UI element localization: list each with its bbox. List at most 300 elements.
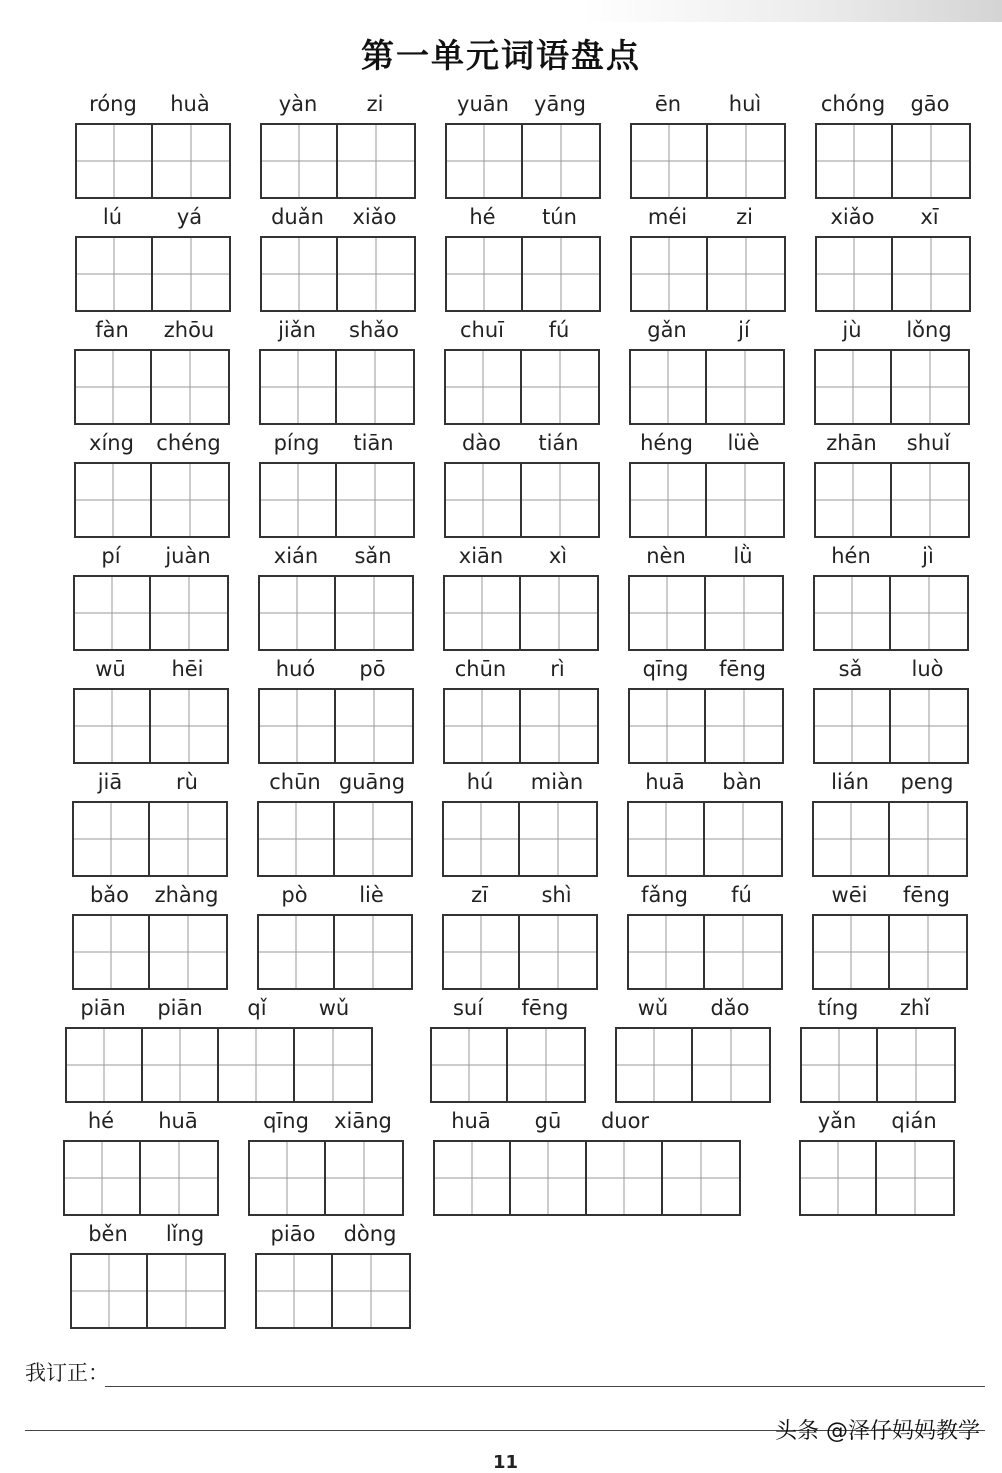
tian-zi-ge-cell[interactable]: [890, 916, 966, 988]
writing-boxes: [75, 236, 231, 312]
tian-zi-ge-cell[interactable]: [333, 1255, 409, 1327]
writing-boxes: [629, 349, 785, 425]
writing-boxes: [63, 1140, 219, 1216]
pinyin-syllable: běn: [88, 1222, 128, 1246]
pinyin-syllable: xiāng: [334, 1109, 392, 1133]
tian-zi-ge-cell[interactable]: [141, 1142, 217, 1214]
tian-zi-ge-cell[interactable]: [629, 916, 705, 988]
pinyin-syllable: peng: [900, 770, 954, 794]
writing-boxes: [815, 123, 971, 199]
word-entry: [444, 318, 600, 428]
writing-boxes: [443, 575, 599, 651]
tian-zi-ge-cell[interactable]: [814, 916, 890, 988]
word-entry: [630, 205, 786, 315]
page-title: 第一单元词语盘点: [361, 36, 641, 75]
pinyin-syllable: huì: [728, 92, 762, 116]
word-entry: [445, 92, 601, 202]
tian-zi-ge-cell[interactable]: [76, 351, 152, 423]
word-entry: [74, 318, 230, 428]
tian-zi-ge-cell[interactable]: [335, 803, 411, 875]
tian-zi-ge-cell[interactable]: [705, 803, 781, 875]
tian-zi-ge-cell[interactable]: [878, 1029, 954, 1101]
pinyin-syllable: lián: [831, 770, 869, 794]
pinyin-syllable: yǎn: [817, 1109, 857, 1133]
word-entry: [255, 1222, 411, 1332]
tian-zi-ge-cell[interactable]: [630, 690, 706, 762]
pinyin-syllable: huà: [170, 92, 210, 116]
word-entry: [444, 431, 600, 541]
tian-zi-ge-cell[interactable]: [523, 125, 599, 197]
tian-zi-ge-cell[interactable]: [815, 690, 891, 762]
word-entry: [812, 883, 968, 993]
tian-zi-ge-cell[interactable]: [892, 464, 968, 536]
tian-zi-ge-cell[interactable]: [892, 351, 968, 423]
tian-zi-ge-cell[interactable]: [706, 690, 782, 762]
tian-zi-ge-cell[interactable]: [446, 351, 522, 423]
tian-zi-ge-cell[interactable]: [65, 1142, 141, 1214]
pinyin-syllable: fǎng: [641, 883, 688, 907]
word-entry: [442, 883, 598, 993]
pinyin-syllable: lüè: [727, 431, 760, 455]
writing-boxes: [627, 914, 783, 990]
pinyin-syllable: pí: [101, 544, 121, 568]
writing-boxes: [615, 1027, 771, 1103]
tian-zi-ge-cell[interactable]: [432, 1029, 508, 1101]
word-row: [0, 544, 1002, 657]
pinyin-syllable: bàn: [722, 770, 762, 794]
writing-boxes: [74, 349, 230, 425]
pinyin-syllable: wǔ: [637, 996, 669, 1020]
pinyin-syllable: yuān: [457, 92, 509, 116]
tian-zi-ge-cell[interactable]: [631, 351, 707, 423]
tian-zi-ge-cell[interactable]: [74, 803, 150, 875]
tian-zi-ge-cell[interactable]: [435, 1142, 511, 1214]
tian-zi-ge-cell[interactable]: [336, 577, 412, 649]
writing-boxes: [260, 123, 416, 199]
pinyin-syllable: lǜ: [733, 544, 753, 568]
pinyin-syllable: tiān: [353, 431, 394, 455]
tian-zi-ge-cell[interactable]: [67, 1029, 143, 1101]
pinyin-syllable: zhǐ: [899, 996, 931, 1020]
pinyin-syllable: xián: [273, 544, 319, 568]
pinyin-syllable: dǎo: [710, 996, 750, 1020]
pinyin-syllable: dào: [461, 431, 502, 455]
word-entry: [70, 1222, 226, 1332]
writing-boxes: [627, 801, 783, 877]
word-entry: [75, 92, 231, 202]
tian-zi-ge-cell[interactable]: [631, 464, 707, 536]
pinyin-syllable: shǎo: [349, 318, 399, 342]
pinyin-syllable: xiǎo: [352, 205, 397, 229]
pinyin-syllable: chóng: [820, 92, 886, 116]
word-entry: [72, 883, 228, 993]
writing-boxes: [630, 123, 786, 199]
word-entry: [813, 657, 969, 767]
word-entry: [430, 996, 586, 1106]
word-row: [0, 1222, 1002, 1335]
tian-zi-ge-cell[interactable]: [335, 916, 411, 988]
tian-zi-ge-cell[interactable]: [511, 1142, 587, 1214]
writing-boxes: [257, 914, 413, 990]
writing-boxes: [433, 1140, 741, 1216]
word-entry: [260, 205, 416, 315]
tian-zi-ge-cell[interactable]: [447, 125, 523, 197]
writing-boxes: [444, 462, 600, 538]
pinyin-syllable: tíng: [817, 996, 859, 1020]
pinyin-syllable: lǒng: [906, 318, 952, 342]
tian-zi-ge-cell[interactable]: [250, 1142, 326, 1214]
tian-zi-ge-cell[interactable]: [153, 125, 229, 197]
tian-zi-ge-cell[interactable]: [445, 690, 521, 762]
word-entry: [72, 770, 228, 880]
pinyin-syllable: bǎo: [89, 883, 130, 907]
word-entry: [630, 92, 786, 202]
tian-zi-ge-cell[interactable]: [629, 803, 705, 875]
writing-boxes: [72, 914, 228, 990]
pinyin-syllable: shì: [541, 883, 572, 907]
pinyin-syllable: xī: [920, 205, 939, 229]
tian-zi-ge-cell[interactable]: [693, 1029, 769, 1101]
tian-zi-ge-cell[interactable]: [257, 1255, 333, 1327]
pinyin-syllable: tún: [542, 205, 577, 229]
pinyin-syllable: zhōu: [163, 318, 215, 342]
tian-zi-ge-cell[interactable]: [326, 1142, 402, 1214]
pinyin-syllable: zhān: [826, 431, 877, 455]
tian-zi-ge-cell[interactable]: [77, 238, 153, 310]
pinyin-syllable: gāo: [910, 92, 950, 116]
word-entry: [443, 544, 599, 654]
writing-boxes: [800, 1027, 956, 1103]
word-entry: [258, 544, 414, 654]
writing-boxes: [75, 123, 231, 199]
writing-boxes: [445, 236, 601, 312]
tian-zi-ge-cell[interactable]: [152, 464, 228, 536]
word-entry: [442, 770, 598, 880]
word-entry: [75, 205, 231, 315]
word-row: [0, 996, 1002, 1109]
tian-zi-ge-cell[interactable]: [587, 1142, 663, 1214]
pinyin-syllable: róng: [89, 92, 137, 116]
writing-boxes: [442, 914, 598, 990]
word-entry: [812, 770, 968, 880]
writing-boxes: [430, 1027, 586, 1103]
pinyin-syllable: liè: [359, 883, 384, 907]
tian-zi-ge-cell[interactable]: [261, 351, 337, 423]
pinyin-syllable: zhàng: [154, 883, 219, 907]
writing-boxes: [248, 1140, 404, 1216]
writing-boxes: [629, 462, 785, 538]
pinyin-syllable: hēi: [171, 657, 204, 681]
tian-zi-ge-cell[interactable]: [663, 1142, 739, 1214]
pinyin-syllable: qīng: [263, 1109, 309, 1133]
writing-boxes: [74, 462, 230, 538]
pinyin-syllable: héng: [640, 431, 693, 455]
pinyin-syllable: juàn: [165, 544, 211, 568]
tian-zi-ge-cell[interactable]: [262, 238, 338, 310]
tian-zi-ge-cell[interactable]: [891, 690, 967, 762]
word-row: [0, 431, 1002, 544]
tian-zi-ge-cell[interactable]: [814, 803, 890, 875]
word-row: [0, 92, 1002, 205]
page-number: 11: [493, 1452, 519, 1473]
writing-boxes: [628, 575, 784, 651]
pinyin-syllable: fēng: [719, 657, 766, 681]
tian-zi-ge-cell[interactable]: [447, 238, 523, 310]
pinyin-syllable: piāo: [270, 1222, 316, 1246]
pinyin-syllable: fēng: [903, 883, 950, 907]
tian-zi-ge-cell[interactable]: [338, 238, 414, 310]
writing-boxes: [812, 801, 968, 877]
tian-zi-ge-cell[interactable]: [523, 238, 599, 310]
tian-zi-ge-cell[interactable]: [151, 577, 227, 649]
writing-boxes: [260, 236, 416, 312]
pinyin-syllable: wū: [95, 657, 126, 681]
tian-zi-ge-cell[interactable]: [150, 803, 226, 875]
pinyin-syllable: wēi: [831, 883, 868, 907]
word-entry: [628, 544, 784, 654]
tian-zi-ge-cell[interactable]: [877, 1142, 953, 1214]
tian-zi-ge-cell[interactable]: [522, 464, 598, 536]
word-entry: [259, 431, 415, 541]
word-row: [0, 205, 1002, 318]
pinyin-syllable: pò: [281, 883, 308, 907]
tian-zi-ge-cell[interactable]: [445, 577, 521, 649]
pinyin-syllable: miàn: [530, 770, 584, 794]
word-entry: [815, 92, 971, 202]
pinyin-syllable: yàn: [278, 92, 318, 116]
word-entry: [73, 657, 229, 767]
writing-boxes: [815, 236, 971, 312]
tian-zi-ge-cell[interactable]: [817, 238, 893, 310]
pinyin-syllable: méi: [647, 205, 688, 229]
writing-boxes: [799, 1140, 955, 1216]
tian-zi-ge-cell[interactable]: [890, 803, 966, 875]
tian-zi-ge-cell[interactable]: [522, 351, 598, 423]
tian-zi-ge-cell[interactable]: [72, 1255, 148, 1327]
pinyin-syllable: duǎn: [271, 205, 324, 229]
tian-zi-ge-cell[interactable]: [816, 351, 892, 423]
pinyin-syllable: qián: [891, 1109, 937, 1133]
word-entry: [248, 1109, 404, 1219]
pinyin-syllable: fú: [548, 318, 570, 342]
pinyin-syllable: xíng: [89, 431, 134, 455]
tian-zi-ge-cell[interactable]: [259, 916, 335, 988]
tian-zi-ge-cell[interactable]: [705, 916, 781, 988]
pinyin-syllable: zī: [471, 883, 488, 907]
tian-zi-ge-cell[interactable]: [708, 125, 784, 197]
writing-boxes: [257, 801, 413, 877]
word-entry: [259, 318, 415, 428]
tian-zi-ge-cell[interactable]: [801, 1142, 877, 1214]
writing-boxes: [255, 1253, 411, 1329]
tian-zi-ge-cell[interactable]: [259, 803, 335, 875]
tian-zi-ge-cell[interactable]: [260, 577, 336, 649]
tian-zi-ge-cell[interactable]: [632, 125, 708, 197]
word-row: [0, 1109, 1002, 1222]
tian-zi-ge-cell[interactable]: [444, 916, 520, 988]
writing-boxes: [259, 349, 415, 425]
pinyin-syllable: zi: [736, 205, 753, 229]
pinyin-syllable: yāng: [534, 92, 586, 116]
pinyin-syllable: chuī: [460, 318, 504, 342]
pinyin-syllable: fēng: [521, 996, 569, 1020]
pinyin-syllable: qǐ: [247, 996, 267, 1020]
tian-zi-ge-cell[interactable]: [337, 464, 413, 536]
tian-zi-ge-cell[interactable]: [77, 125, 153, 197]
word-entry: [260, 92, 416, 202]
word-entry: [443, 657, 599, 767]
tian-zi-ge-cell[interactable]: [74, 916, 150, 988]
tian-zi-ge-cell[interactable]: [520, 803, 596, 875]
pinyin-syllable: huó: [275, 657, 316, 681]
tian-zi-ge-cell[interactable]: [520, 916, 596, 988]
tian-zi-ge-cell[interactable]: [893, 238, 969, 310]
tian-zi-ge-cell[interactable]: [150, 916, 226, 988]
pinyin-syllable: zi: [366, 92, 384, 116]
writing-boxes: [813, 688, 969, 764]
writing-boxes: [814, 462, 970, 538]
pinyin-syllable: nèn: [646, 544, 686, 568]
writing-boxes: [444, 349, 600, 425]
word-entry: [627, 770, 783, 880]
word-entry: [629, 431, 785, 541]
tian-zi-ge-cell[interactable]: [152, 351, 228, 423]
word-entry: [73, 544, 229, 654]
writing-boxes: [442, 801, 598, 877]
tian-zi-ge-cell[interactable]: [521, 690, 597, 762]
tian-zi-ge-cell[interactable]: [706, 577, 782, 649]
word-entry: [815, 205, 971, 315]
word-entry: [63, 1109, 219, 1219]
pinyin-syllable: sǎn: [354, 544, 392, 568]
word-entry: [627, 883, 783, 993]
tian-zi-ge-cell[interactable]: [143, 1029, 219, 1101]
word-entry: [813, 544, 969, 654]
pinyin-syllable: dòng: [343, 1222, 397, 1246]
word-row: [0, 318, 1002, 431]
tian-zi-ge-cell[interactable]: [521, 577, 597, 649]
tian-zi-ge-cell[interactable]: [893, 125, 969, 197]
word-row: [0, 657, 1002, 770]
pinyin-syllable: wǔ: [318, 996, 350, 1020]
word-entry: [257, 770, 413, 880]
pinyin-syllable: tián: [538, 431, 579, 455]
pinyin-syllable: lǐng: [165, 1222, 205, 1246]
tian-zi-ge-cell[interactable]: [630, 577, 706, 649]
pinyin-syllable: luò: [911, 657, 944, 681]
writing-boxes: [630, 236, 786, 312]
pinyin-syllable: duor: [600, 1109, 650, 1133]
pinyin-syllable: jí: [738, 318, 750, 342]
correction-line-1[interactable]: [105, 1386, 985, 1387]
pinyin-syllable: jiā: [97, 770, 123, 794]
tian-zi-ge-cell[interactable]: [338, 125, 414, 197]
tian-zi-ge-cell[interactable]: [337, 351, 413, 423]
tian-zi-ge-cell[interactable]: [708, 238, 784, 310]
tian-zi-ge-cell[interactable]: [707, 464, 783, 536]
pinyin-syllable: hé: [87, 1109, 115, 1133]
pinyin-syllable: xiān: [458, 544, 504, 568]
word-entry: [445, 205, 601, 315]
tian-zi-ge-cell[interactable]: [817, 125, 893, 197]
tian-zi-ge-cell[interactable]: [260, 690, 336, 762]
tian-zi-ge-cell[interactable]: [148, 1255, 224, 1327]
writing-boxes: [628, 688, 784, 764]
pinyin-syllable: sǎ: [838, 657, 863, 681]
tian-zi-ge-cell[interactable]: [802, 1029, 878, 1101]
pinyin-syllable: rù: [176, 770, 198, 794]
word-entry: [799, 1109, 955, 1219]
watermark: 头条 @泽仔妈妈教学: [775, 1419, 980, 1444]
writing-boxes: [73, 688, 229, 764]
pinyin-syllable: chūn: [454, 657, 507, 681]
pinyin-syllable: huā: [645, 770, 685, 794]
tian-zi-ge-cell[interactable]: [75, 577, 151, 649]
pinyin-syllable: fàn: [95, 318, 129, 342]
tian-zi-ge-cell[interactable]: [707, 351, 783, 423]
tian-zi-ge-cell[interactable]: [76, 464, 152, 536]
pinyin-syllable: jù: [842, 318, 862, 342]
word-entry: [628, 657, 784, 767]
tian-zi-ge-cell[interactable]: [444, 803, 520, 875]
tian-zi-ge-cell[interactable]: [153, 238, 229, 310]
tian-zi-ge-cell[interactable]: [262, 125, 338, 197]
writing-boxes: [445, 123, 601, 199]
word-entry: [257, 883, 413, 993]
tian-zi-ge-cell[interactable]: [261, 464, 337, 536]
tian-zi-ge-cell[interactable]: [336, 690, 412, 762]
pinyin-syllable: gǎn: [647, 318, 687, 342]
tian-zi-ge-cell[interactable]: [816, 464, 892, 536]
writing-boxes: [258, 688, 414, 764]
pinyin-syllable: gū: [534, 1109, 562, 1133]
pinyin-syllable: hé: [469, 205, 496, 229]
pinyin-syllable: hú: [466, 770, 494, 794]
writing-boxes: [70, 1253, 226, 1329]
pinyin-syllable: xì: [548, 544, 568, 568]
word-row: [0, 770, 1002, 883]
pinyin-syllable: rì: [550, 657, 565, 681]
writing-boxes: [259, 462, 415, 538]
pinyin-syllable: piān: [80, 996, 126, 1020]
writing-boxes: [258, 575, 414, 651]
word-row: [0, 883, 1002, 996]
word-entry: [814, 318, 970, 428]
tian-zi-ge-cell[interactable]: [75, 690, 151, 762]
writing-boxes: [813, 575, 969, 651]
tian-zi-ge-cell[interactable]: [508, 1029, 584, 1101]
tian-zi-ge-cell[interactable]: [446, 464, 522, 536]
correction-label: 我订正：: [25, 1361, 109, 1385]
word-entry: [258, 657, 414, 767]
tian-zi-ge-cell[interactable]: [815, 577, 891, 649]
word-entry: [800, 996, 956, 1106]
writing-boxes: [443, 688, 599, 764]
tian-zi-ge-cell[interactable]: [891, 577, 967, 649]
tian-zi-ge-cell[interactable]: [295, 1029, 371, 1101]
tian-zi-ge-cell[interactable]: [151, 690, 227, 762]
writing-boxes: [72, 801, 228, 877]
tian-zi-ge-cell[interactable]: [617, 1029, 693, 1101]
writing-boxes: [65, 1027, 373, 1103]
writing-boxes: [73, 575, 229, 651]
pinyin-syllable: shuǐ: [906, 431, 951, 455]
word-entry: [433, 1109, 745, 1219]
tian-zi-ge-cell[interactable]: [219, 1029, 295, 1101]
pinyin-syllable: hén: [831, 544, 871, 568]
tian-zi-ge-cell[interactable]: [632, 238, 708, 310]
pinyin-syllable: ēn: [654, 92, 682, 116]
